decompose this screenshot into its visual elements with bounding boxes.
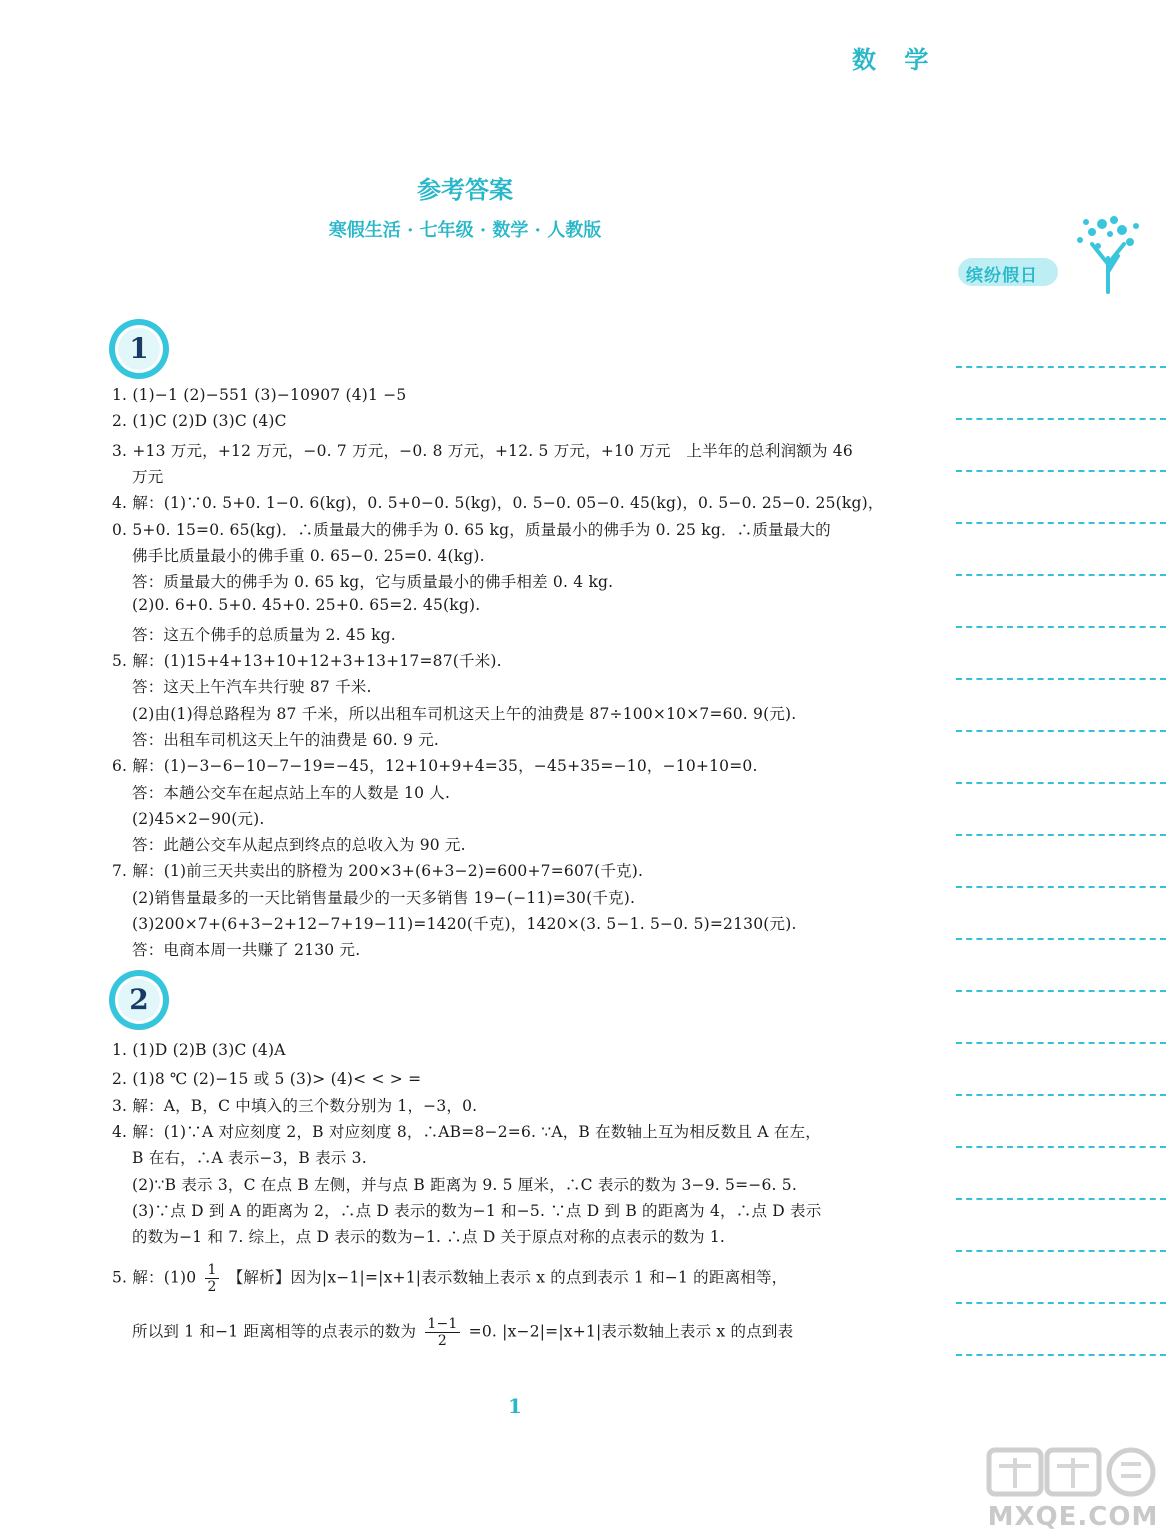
answer-line: 0. 5+0. 15=0. 65(kg)．∴质量最大的佛手为 0. 65 kg，质量最小的佛手为 0. 25 kg．∴质量最大的	[112, 520, 831, 539]
note-line	[956, 316, 1166, 368]
note-line	[956, 784, 1166, 836]
answer-line: 2. (1)8 ℃ (2)−15 或 5 (3)> (4)< < > =	[112, 1070, 422, 1089]
answer-line: 的数为−1 和 7. 综上，点 D 表示的数为−1. ∴点 D 关于原点对称的点表示的数为 1.	[132, 1228, 726, 1247]
section-1-number: 1	[129, 332, 149, 365]
answer-line: 6. 解：(1)−3−6−10−7−19=−45，12+10+9+4=35，−45+35=−10，−10+10=0.	[112, 757, 758, 776]
answer-line: 1. (1)−1 (2)−551 (3)−10907 (4)1 −5	[112, 386, 407, 404]
note-line	[956, 472, 1166, 524]
answer-line: 答：电商本周一共赚了 2130 元.	[132, 941, 361, 960]
answer-line: 佛手比质量最小的佛手重 0. 65−0. 25=0. 4(kg).	[132, 546, 485, 565]
section-2-number: 2	[129, 983, 149, 1016]
note-line	[956, 888, 1166, 940]
note-line	[956, 1148, 1166, 1200]
answer-line: (3)200×7+(6+3−2+12−7+19−11)=1420(千克)，1420×(3. 5−1. 5−0. 5)=2130(元).	[132, 915, 797, 933]
note-line	[956, 524, 1166, 576]
answer-line: 2. (1)C (2)D (3)C (4)C	[112, 412, 287, 431]
note-line	[956, 576, 1166, 628]
answer-line: 答：这五个佛手的总质量为 2. 45 kg.	[132, 625, 396, 644]
answer-line: 答：本趟公交车在起点站上车的人数是 10 人.	[132, 783, 451, 802]
answer-line: 3. 解：A，B，C 中填入的三个数分别为 1，−3，0.	[112, 1096, 478, 1115]
q5-fraction-1-num: 1	[207, 1262, 217, 1278]
answer-line: 5. 解：(1)15+4+13+10+12+3+13+17=87(千米).	[112, 652, 502, 670]
q5-line-1	[112, 1262, 787, 1295]
note-line	[956, 420, 1166, 472]
sidebar-badge-label: 缤纷假日	[966, 266, 1038, 286]
q5-fraction-1-den: 2	[207, 1279, 217, 1295]
q5-line-2-prefix: 所以到 1 和−1 距离相等的点表示的数为	[132, 1322, 417, 1341]
q5-analysis: 【解析】因为|x−1|=|x+1|表示数轴上表示 x 的点到表示 1 和−1 的距离相等，	[227, 1268, 788, 1287]
note-line	[956, 1252, 1166, 1304]
note-lines	[956, 316, 1166, 1356]
answer-line: 万元	[132, 467, 164, 486]
answer-line: (2)∵B 表示 3，C 在点 B 左侧，并与点 B 距离为 9. 5 厘米，∴C 表示的数为 3−9. 5=−6. 5.	[132, 1175, 797, 1194]
page-subtitle: 寒假生活 · 七年级 · 数学 · 人教版	[328, 220, 602, 241]
answer-line: (2)由(1)得总路程为 87 千米，所以出租车司机这天上午的油费是 87÷100×10×7=60. 9(元).	[132, 704, 797, 723]
note-line	[956, 836, 1166, 888]
q5-fraction-2-den: 2	[437, 1333, 447, 1349]
q5-fraction-2	[425, 1316, 459, 1349]
answer-line: (2)销售量最多的一天比销售量最少的一天多销售 19−(−11)=30(千克).	[132, 888, 636, 907]
q5-line-2-rest: =0. |x−2|=|x+1|表示数轴上表示 x 的点到表	[468, 1322, 794, 1341]
note-line	[956, 1304, 1166, 1356]
answer-line: 7. 解：(1)前三天共卖出的脐橙为 200×3+(6+3−2)=600+7=607(千克).	[112, 862, 644, 881]
note-line	[956, 732, 1166, 784]
page-number: 1	[508, 1394, 522, 1418]
answer-line: 4. 解：(1)∵0. 5+0. 1−0. 6(kg)，0. 5+0−0. 5(kg)，0. 5−0. 05−0. 45(kg)，0. 5−0. 25−0. 25(kg)，	[112, 494, 884, 513]
note-line	[956, 992, 1166, 1044]
note-line	[956, 1044, 1166, 1096]
q5-line-2	[132, 1316, 793, 1349]
answer-line: 3. +13 万元，+12 万元，−0. 7 万元，−0. 8 万元，+12. 5 万元，+10 万元 上半年的总利润额为 46	[112, 441, 853, 460]
page-title: 参考答案	[417, 175, 513, 204]
answer-line: 答：这天上午汽车共行驶 87 千米.	[132, 678, 372, 697]
answer-line: 答：质量最大的佛手为 0. 65 kg，它与质量最小的佛手相差 0. 4 kg.	[132, 573, 614, 592]
q5-fraction-1	[205, 1262, 218, 1295]
note-line	[956, 1200, 1166, 1252]
q5-fraction-2-num: 1−1	[427, 1316, 458, 1332]
answer-line: B 在右，∴A 表示−3，B 表示 3.	[132, 1149, 367, 1168]
note-line	[956, 940, 1166, 992]
note-line	[956, 628, 1166, 680]
answer-line: 答：出租车司机这天上午的油费是 60. 9 元.	[132, 730, 440, 749]
answer-line: (2)0. 6+0. 5+0. 45+0. 25+0. 65=2. 45(kg).	[132, 596, 481, 615]
note-line	[956, 680, 1166, 732]
note-line	[956, 368, 1166, 420]
answer-line: 答：此趟公交车从起点到终点的总收入为 90 元.	[132, 836, 466, 855]
note-line	[956, 1096, 1166, 1148]
answer-line: (2)45×2−90(元).	[132, 809, 265, 828]
subject-header: 数 学	[852, 45, 939, 74]
q5-prefix: 5. 解：(1)0	[112, 1268, 197, 1287]
answer-line: (3)∵点 D 到 A 的距离为 2，∴点 D 表示的数为−1 和−5. ∵点 D 到 B 的距离为 4，∴点 D 表示	[132, 1201, 822, 1220]
answer-line: 1. (1)D (2)B (3)C (4)A	[112, 1041, 286, 1059]
watermark-text: MXQE.COM	[987, 1502, 1159, 1532]
answer-line: 4. 解：(1)∵A 对应刻度 2，B 对应刻度 8，∴AB=8−2=6. ∵A，B 在数轴上互为相反数且 A 在左，	[112, 1122, 821, 1141]
